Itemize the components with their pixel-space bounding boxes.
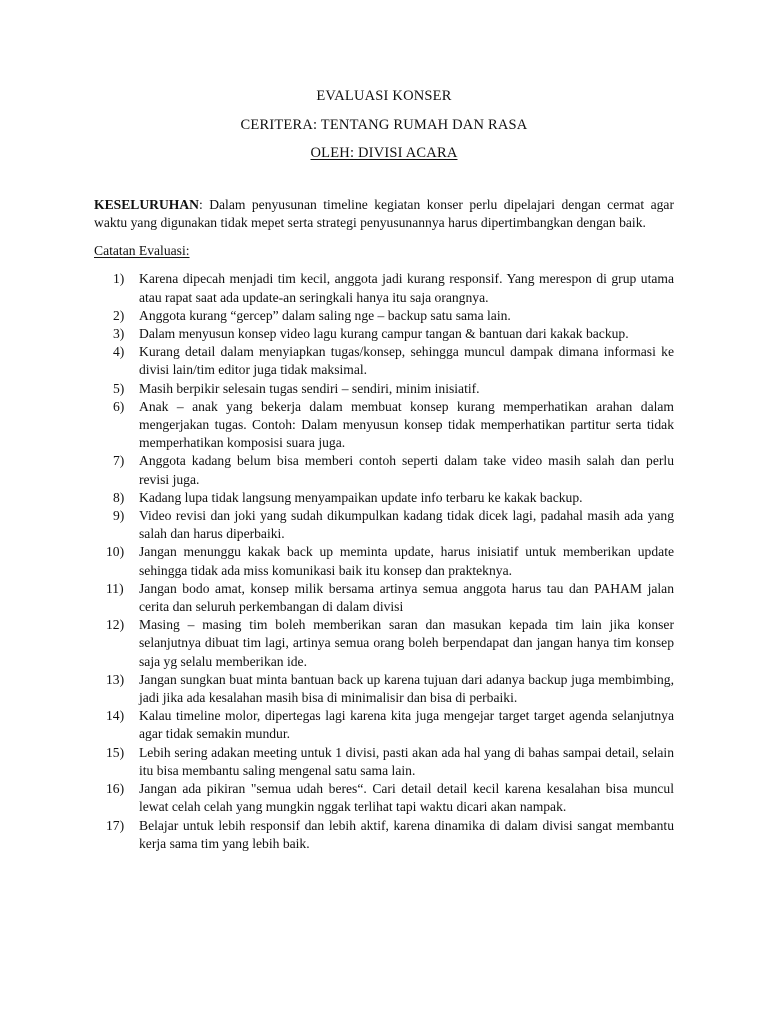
document-author	[0, 143, 768, 172]
list-item	[94, 580, 674, 616]
document-subtitle	[0, 115, 768, 144]
list-item	[94, 380, 674, 398]
item-text: Jangan ada pikiran "semua udah beres“. Cari detail detail kecil karena kesalahan bisa muncul lewat celah celah yang mungkin nggak terlihat tapi waktu dicari akan nampak.	[139, 781, 674, 815]
list-item	[94, 307, 674, 325]
list-item	[94, 671, 674, 707]
item-number: 4)	[113, 344, 125, 360]
item-number: 17)	[106, 817, 125, 833]
item-text: Anggota kurang “gercep” dalam saling nge – backup satu sama lain.	[139, 307, 511, 323]
item-text: Belajar untuk lebih responsif dan lebih aktif, karena dinamika di dalam divisi sangat membantu kerja sama tim yang lebih baik.	[139, 817, 674, 851]
list-item	[94, 543, 674, 579]
item-text: Anak – anak yang bekerja dalam membuat konsep kurang memperhatikan arahan dalam mengerjakan tugas. Contoh: Dalam menyusun konsep tidak memperhatikan partitur serta tidak memperhatikan komposisi suara juga.	[139, 398, 674, 451]
list-item	[94, 707, 674, 743]
item-number: 7)	[113, 453, 125, 469]
item-text: Masing – masing tim boleh memberikan saran dan masukan kepada tim lain jika konser selanjutnya dibuat tim lagi, artinya semua orang boleh berpendapat dan jangan hanya tim konsep saja yg selalu memberikan ide.	[139, 617, 674, 669]
item-text: Kalau timeline molor, dipertegas lagi karena kita juga mengejar target target agenda selanjutnya agar tidak semakin mundur.	[139, 708, 674, 742]
list-item	[94, 452, 674, 488]
item-number: 13)	[106, 671, 125, 687]
item-text: Kurang detail dalam menyiapkan tugas/konsep, sehingga muncul dampak dimana informasi ke divisi lain/tim editor juga tidak maksimal.	[139, 344, 674, 378]
notes-heading	[94, 242, 674, 262]
list-item	[94, 744, 674, 780]
item-number: 12)	[106, 617, 125, 633]
list-item	[94, 343, 674, 379]
overview-label: KESELURUHAN	[94, 197, 199, 212]
item-text: Dalam menyusun konsep video lagu kurang campur tangan & bantuan dari kakak backup.	[139, 326, 629, 342]
item-text: Anggota kadang belum bisa memberi contoh seperti dalam take video masih salah dan perlu revisi juga.	[139, 453, 674, 487]
item-number: 9)	[113, 508, 125, 524]
item-number: 1)	[113, 271, 125, 287]
document-body	[94, 196, 674, 853]
evaluation-list	[94, 270, 674, 853]
item-text: Karena dipecah menjadi tim kecil, anggota jadi kurang responsif. Yang merespon di grup utama atau rapat saat ada update-an seringkali hanya itu saja orangnya.	[139, 271, 674, 305]
item-number: 11)	[106, 580, 124, 596]
item-text: Video revisi dan joki yang sudah dikumpulkan kadang tidak dicek lagi, padahal masih ada yang salah dan harus diperbaiki.	[139, 508, 674, 542]
notes-heading-text: Catatan Evaluasi:	[94, 243, 190, 259]
overview-paragraph	[94, 196, 674, 232]
title-text: EVALUASI KONSER	[316, 88, 452, 104]
document-titles	[0, 86, 768, 172]
document-title	[0, 86, 768, 115]
item-number: 3)	[113, 326, 125, 342]
list-item	[94, 398, 674, 453]
list-item	[94, 489, 674, 507]
item-number: 8)	[113, 489, 125, 505]
item-number: 6)	[113, 398, 125, 414]
item-text: Lebih sering adakan meeting untuk 1 divisi, pasti akan ada hal yang di bahas sampai detail, selain itu bisa membantu saling mengenal satu sama lain.	[139, 744, 674, 778]
item-text: Jangan menunggu kakak back up meminta update, harus inisiatif untuk memberikan update sehingga tidak ada miss komunikasi baik itu konsep dan prakteknya.	[139, 544, 674, 578]
item-text: Kadang lupa tidak langsung menyampaikan update info terbaru ke kakak backup.	[139, 489, 583, 505]
item-number: 16)	[106, 781, 125, 797]
item-number: 5)	[113, 380, 125, 396]
item-number: 14)	[106, 708, 125, 724]
list-item	[94, 270, 674, 306]
subtitle-text: CERITERA: TENTANG RUMAH DAN RASA	[240, 116, 528, 133]
author-text: OLEH: DIVISI ACARA	[310, 145, 458, 161]
item-text: Jangan bodo amat, konsep milik bersama artinya semua anggota harus tau dan PAHAM jalan cerita dan seluruh perkembangan di dalam divisi	[139, 580, 674, 615]
overview-text: : Dalam penyusunan timeline kegiatan konser perlu dipelajari dengan cermat agar waktu yang digunakan tidak mepet serta strategi penyusunannya harus dipertimbangkan dengan baik.	[94, 197, 674, 231]
item-text: Masih berpikir selesain tugas sendiri – sendiri, minim inisiatif.	[139, 380, 480, 396]
item-number: 2)	[113, 307, 125, 323]
list-item	[94, 780, 674, 816]
item-text: Jangan sungkan buat minta bantuan back up karena tujuan dari adanya backup juga membimbing, jadi jika ada kesalahan masih bisa di minimalisir dan bisa di perbaiki.	[139, 671, 674, 706]
item-number: 15)	[106, 744, 125, 760]
item-number: 10)	[106, 544, 125, 560]
list-item	[94, 507, 674, 543]
list-item	[94, 325, 674, 343]
list-item	[94, 817, 674, 853]
list-item	[94, 616, 674, 671]
